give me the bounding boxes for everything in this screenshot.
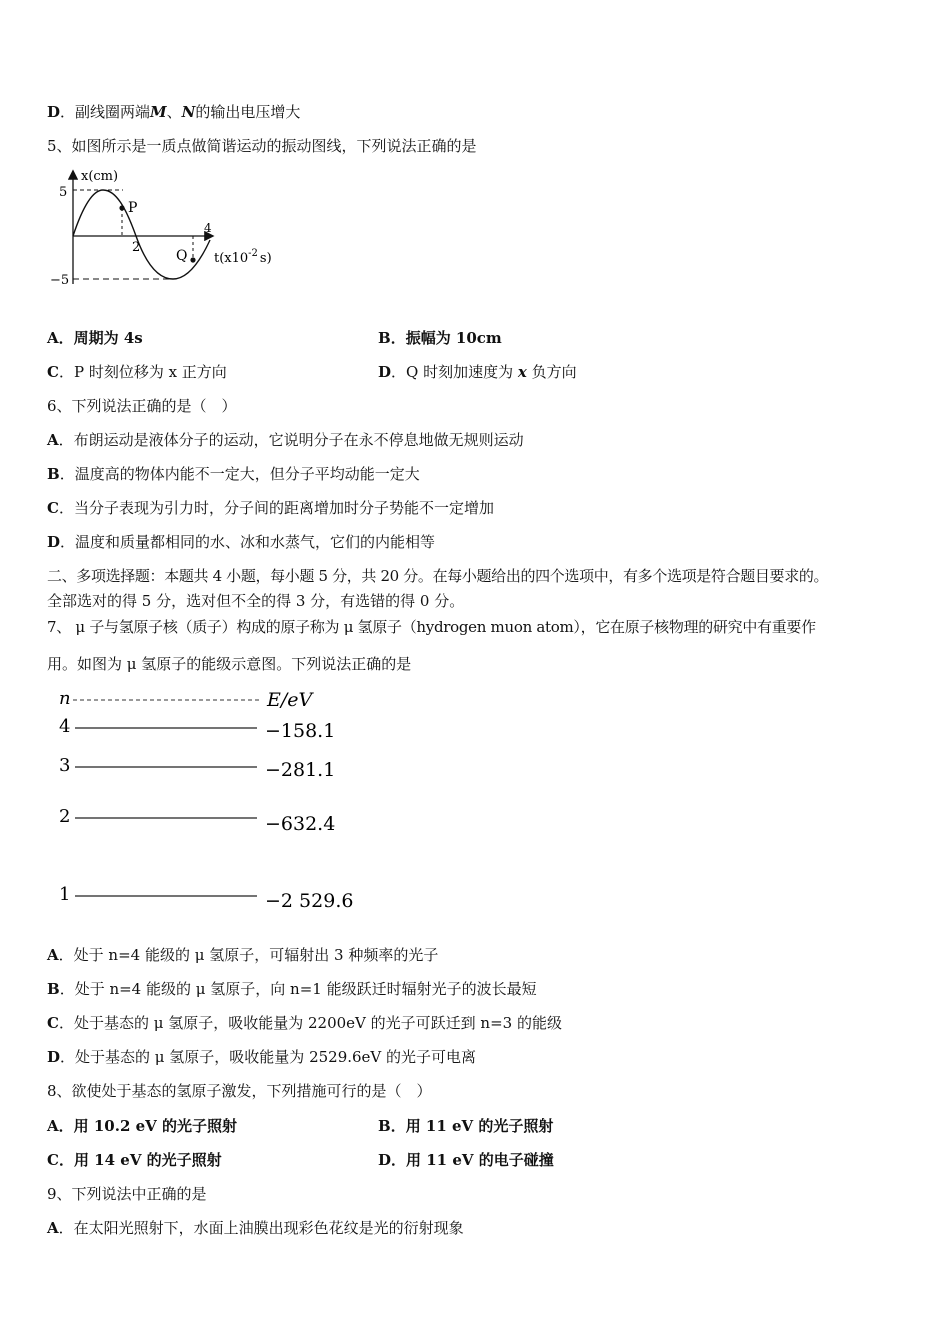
option-label: D — [378, 363, 392, 381]
option-text: ．处于基态的 μ 氢原子，吸收能量为 2200eV 的光子可跃迁到 n=3 的能级 — [58, 1014, 562, 1032]
option-text: 负方向 — [526, 363, 577, 381]
option-text: ．P 时刻位移为 x 正方向 — [58, 363, 227, 381]
section2-instructions-line2: 全部选对的得 5 分，选对但不全的得 3 分，有选错的得 0 分。 — [47, 592, 465, 610]
option-text: ．布朗运动是液体分子的运动，它说明分子在永不停息地做无规则运动 — [58, 431, 524, 449]
vibration-curve — [73, 190, 210, 279]
q7-energy-level-diagram — [55, 684, 365, 914]
q6-stem: 6、下列说法正确的是（ ） — [47, 397, 237, 415]
x-tick-4: 4 — [204, 221, 212, 235]
q5-option-c — [47, 362, 227, 382]
variable-n: N — [181, 103, 196, 121]
option-label: A — [47, 329, 59, 347]
level-2-n: 2 — [59, 806, 71, 827]
point-p-label: P — [128, 200, 138, 216]
x-axis-label: $t(x10^{-2}$ s) — [214, 248, 272, 266]
q5-option-a — [47, 328, 143, 348]
option-text: 的输出电压增大 — [195, 103, 301, 121]
y-axis-label: x(cm) — [81, 169, 119, 184]
level-1-energy: −2 529.6 — [265, 890, 354, 912]
option-label: A — [47, 431, 59, 449]
q8-option-b — [378, 1116, 553, 1136]
q7-option-c — [47, 1013, 562, 1033]
q6-option-b — [47, 464, 420, 484]
option-label: C — [47, 499, 59, 517]
variable-x: x — [517, 363, 527, 381]
point-p-marker — [119, 205, 124, 210]
level-4-n: 4 — [59, 716, 71, 737]
point-q-label: Q — [176, 248, 188, 264]
q7-stem-line2: 用。如图为 μ 氢原子的能级示意图。下列说法正确的是 — [47, 655, 412, 673]
q9-option-a — [47, 1218, 464, 1238]
q8-option-d — [378, 1150, 554, 1170]
option-text: ．温度高的物体内能不一定大，但分子平均动能一定大 — [59, 465, 420, 483]
option-text: ．温度和质量都相同的水、冰和水蒸气，它们的内能相等 — [60, 533, 436, 551]
option-label: C — [47, 1014, 59, 1032]
option-label: A — [47, 946, 59, 964]
option-label: B — [378, 1117, 391, 1135]
level-1-n: 1 — [59, 884, 71, 905]
q8-option-a — [47, 1116, 237, 1136]
option-label: D — [47, 1048, 61, 1066]
option-label: D — [378, 1151, 392, 1169]
option-label: D — [47, 533, 61, 551]
q7-stem-line1: 7、 μ 子与氢原子核（质子）构成的原子称为 μ 氢原子（hydrogen muon atom），它在原子核物理的研究中有重要作 — [47, 618, 816, 636]
q8-stem: 8、欲使处于基态的氢原子激发，下列措施可行的是（ ） — [47, 1082, 432, 1100]
option-text: ．用 10.2 eV 的光子照射 — [58, 1117, 238, 1135]
q5-option-b — [378, 328, 502, 348]
n-label: n — [59, 688, 71, 709]
section2-instructions-line1: 二、多项选择题：本题共 4 小题，每小题 5 分，共 20 分。在每小题给出的四个选项中，有多个选项是符合题目要求的。 — [47, 567, 829, 585]
option-label: B — [378, 329, 391, 347]
level-3-n: 3 — [59, 755, 71, 776]
option-label: A — [47, 1117, 59, 1135]
option-text: ．振幅为 10cm — [390, 329, 502, 347]
separator: 、 — [166, 103, 182, 121]
q6-option-d — [47, 532, 435, 552]
q6-option-a — [47, 430, 524, 450]
y-tick-neg5: −5 — [50, 273, 70, 288]
option-text: ．用 11 eV 的光子照射 — [390, 1117, 554, 1135]
option-label: B — [47, 465, 60, 483]
level-2-energy: −632.4 — [265, 813, 336, 835]
q7-option-a — [47, 945, 438, 965]
option-text: ．用 14 eV 的光子照射 — [58, 1151, 222, 1169]
y-tick-5: 5 — [59, 185, 68, 200]
x-tick-2: 2 — [132, 240, 141, 255]
point-q-marker — [190, 257, 195, 262]
option-label: D — [47, 103, 61, 121]
option-text: ．处于 n=4 能级的 μ 氢原子，向 n=1 能级跃迁时辐射光子的波长最短 — [59, 980, 537, 998]
option-text: ．Q 时刻加速度为 — [391, 363, 518, 381]
q7-option-b — [47, 979, 537, 999]
q7-option-d — [47, 1047, 476, 1067]
option-text: ．处于 n=4 能级的 μ 氢原子，可辐射出 3 种频率的光子 — [58, 946, 439, 964]
level-4-energy: −158.1 — [265, 720, 336, 742]
q5-option-d — [378, 362, 577, 382]
option-label: B — [47, 980, 60, 998]
q9-stem: 9、下列说法中正确的是 — [47, 1185, 207, 1203]
q6-option-c — [47, 498, 494, 518]
option-text: ．周期为 4s — [58, 329, 143, 347]
option-text: ．在太阳光照射下，水面上油膜出现彩色花纹是光的衍射现象 — [58, 1219, 464, 1237]
option-label: C — [47, 1151, 59, 1169]
q5-vibration-graph — [48, 166, 298, 291]
option-text: ．副线圈两端 — [60, 103, 151, 121]
q4-option-d — [47, 102, 300, 122]
variable-m: M — [150, 103, 167, 121]
option-text: ．处于基态的 μ 氢原子，吸收能量为 2529.6eV 的光子可电离 — [60, 1048, 477, 1066]
option-text: ．当分子表现为引力时，分子间的距离增加时分子势能不一定增加 — [58, 499, 494, 517]
option-label: C — [47, 363, 59, 381]
level-3-energy: −281.1 — [265, 759, 336, 781]
option-label: A — [47, 1219, 59, 1237]
q8-option-c — [47, 1150, 222, 1170]
energy-unit-label: E/eV — [267, 689, 313, 711]
q5-stem: 5、如图所示是一质点做简谐运动的振动图线，下列说法正确的是 — [47, 137, 477, 155]
option-text: ．用 11 eV 的电子碰撞 — [391, 1151, 554, 1169]
